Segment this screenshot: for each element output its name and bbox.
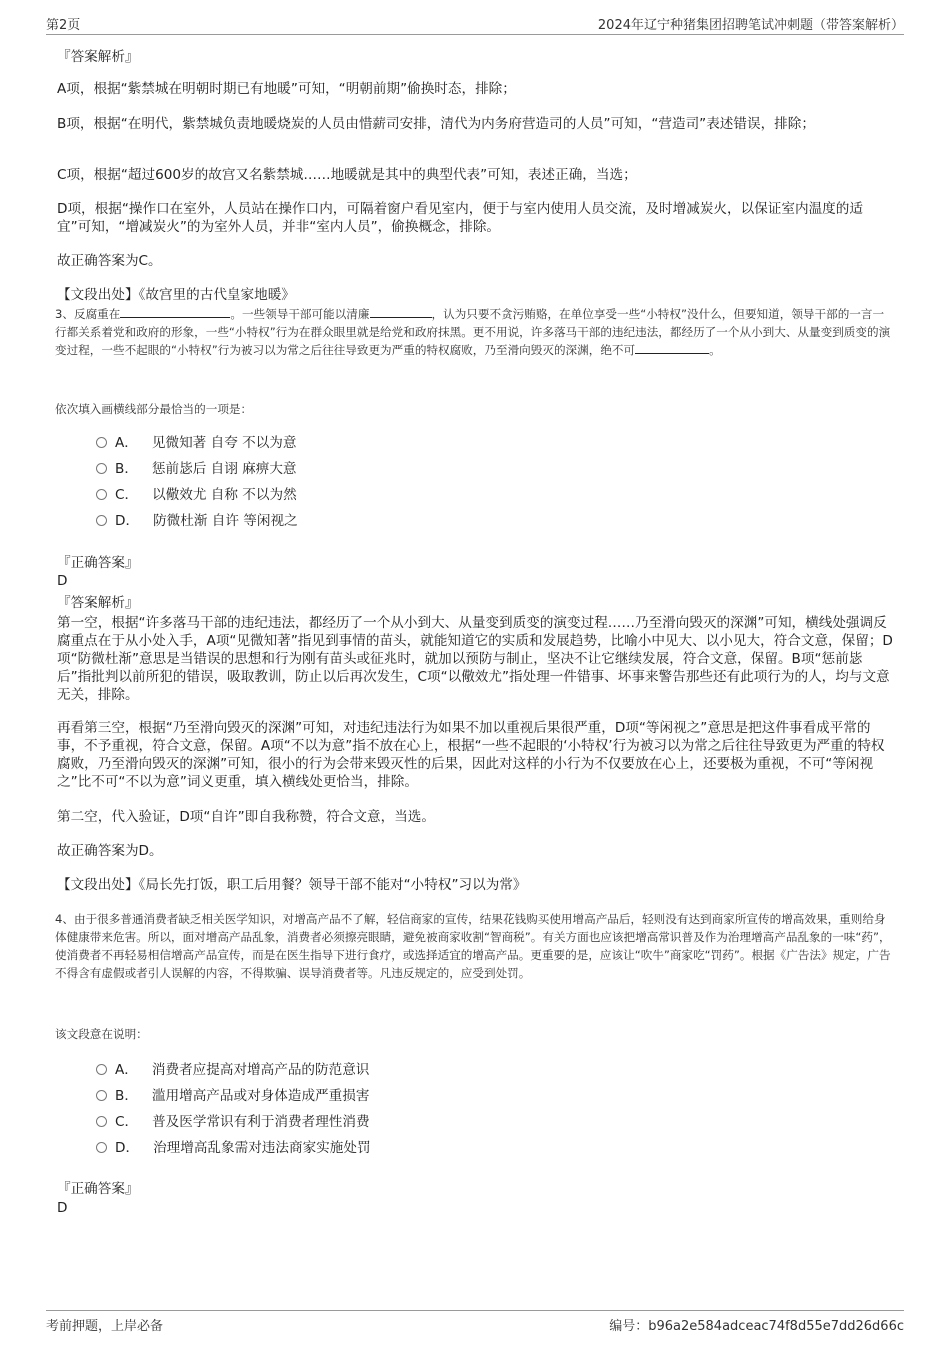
- fill-blank: [370, 306, 432, 318]
- page-header: [46, 12, 904, 35]
- analysis-paragraph: 再看第三空，根据“乃至滑向毁灭的深渊”可知，对违纪违法行为如果不加以重视后果很严重，D项“等闲视之”意思是把这件事看成平常的事，不予重视，符合文意，保留。A项“不以为意”指不放在心上，根据“一些不起眼的‘小特权’行为被习以为常之后往往导致更为严重的特权腐败，乃至滑向毁灭的深渊”可知，很小的行为会带来毁灭性的后果，因此对这样的小行为不仅要放在心上，还要极为重视，不可“等闲视之”比不可“不以为意”词义更重，填入横线处更恰当，排除。: [57, 720, 885, 790]
- radio-icon[interactable]: [96, 437, 107, 448]
- conclusion: 故正确答案为D。: [57, 843, 163, 859]
- analysis-paragraph: A项，根据“紫禁城在明朝时期已有地暖”可知，“明朝前期”偷换时态，排除；: [57, 81, 516, 97]
- option-b[interactable]: B． 滥用增高产品或对身体造成严重损害: [96, 1087, 369, 1105]
- radio-icon[interactable]: [96, 463, 107, 474]
- option-c[interactable]: C． 普及医学常识有利于消费者理性消费: [96, 1113, 370, 1131]
- radio-icon[interactable]: [96, 1116, 107, 1127]
- answer-value: D: [57, 1199, 68, 1216]
- radio-icon[interactable]: [96, 489, 107, 500]
- option-b[interactable]: B． 惩前毖后 自诩 麻痹大意: [96, 460, 297, 478]
- question-prompt: 该文段意在说明：: [55, 1027, 148, 1041]
- option-d[interactable]: D． 防微杜渐 自许 等闲视之: [96, 512, 298, 530]
- answer-heading: 『正确答案』: [57, 1180, 139, 1197]
- option-a[interactable]: A． 消费者应提高对增高产品的防范意识: [96, 1061, 369, 1079]
- question-stem: 3、反腐重在 。一些领导干部可能以清廉 ，认为只要不贪污贿赂，在单位享受一些“小特权”没什么，但要知道，领导干部的一言一行都关系着党和政府的形象，一些“小特权”行为在群众眼里就是给党和政府抹黑。更不用说，许多落马干部的违纪违法，都经历了一个从小到大、从量变到质变的演变过程，一些不起眼的“小特权”行为被习以为常之后往往导致更为严重的特权腐败，乃至滑向毁灭的深渊，绝不可 。: [55, 307, 891, 357]
- radio-icon[interactable]: [96, 1064, 107, 1075]
- fill-blank: [120, 306, 230, 318]
- radio-icon[interactable]: [96, 515, 107, 526]
- source-citation: 【文段出处】《局长先打饭，职工后用餐？领导干部不能对“小特权”习以为常》: [57, 877, 527, 893]
- analysis-paragraph: C项，根据“超过600岁的故宫又名紫禁城……地暖就是其中的典型代表”可知，表述正确，当选；: [57, 167, 637, 183]
- radio-icon[interactable]: [96, 1090, 107, 1101]
- option-a[interactable]: A． 见微知著 自夸 不以为意: [96, 434, 297, 452]
- footer-slogan: 考前押题，上岸必备: [46, 1319, 164, 1334]
- analysis-heading: 『答案解析』: [57, 49, 139, 65]
- option-d[interactable]: D． 治理增高乱象需对违法商家实施处罚: [96, 1139, 371, 1157]
- source-citation: 【文段出处】《故宫里的古代皇家地暖》: [57, 287, 295, 303]
- analysis-paragraph: 第一空，根据“许多落马干部的违纪违法，都经历了一个从小到大、从量变到质变的演变过程……乃至滑向毁灭的深渊”可知，横线处强调反腐重点在于从小处入手，A项“见微知著”指见到事情的苗头，就能知道它的实质和发展趋势，比喻小中见大、以小见大，符合文意，保留；D项“防微杜渐”意思是当错误的思想和行为刚有苗头或征兆时，就加以预防与制止，坚决不让它继续发展，符合文意，保留。B项“惩前毖后”指批判以前所犯的错误，吸取教训，防止以后再次发生，C项“以儆效尤”指处理一件错事、坏事来警告那些还有此项行为的人，均与文意无关，排除。: [57, 615, 893, 703]
- analysis-paragraph: B项，根据“在明代，紫禁城负责地暖烧炭的人员由惜薪司安排，清代为内务府营造司的人员”可知，“营造司”表述错误，排除；: [57, 116, 815, 132]
- page-footer: [46, 1310, 904, 1335]
- document-title: 2024年辽宁种猪集团招聘笔试冲刺题（带答案解析）: [597, 18, 904, 33]
- radio-icon[interactable]: [96, 1142, 107, 1153]
- question-stem: 4、由于很多普通消费者缺乏相关医学知识，对增高产品不了解，轻信商家的宣传，结果花钱购买使用增高产品后，轻则没有达到商家所宣传的增高效果，重则给身体健康带来危害。所以，面对增高产品乱象，消费者必须擦亮眼睛，避免被商家收割“智商税”。有关方面也应该把增高常识普及作为治理增高产品乱象的一味“药”，使消费者不再轻易相信增高产品宣传，而是在医生指导下进行食疗，或选择适宜的增高产品。更重要的是，应该让“吹牛”商家吃“罚药”。根据《广告法》规定，广告不得含有虚假或者引人误解的内容，不得欺骗、误导消费者等。凡违反规定的，应受到处罚。: [55, 912, 891, 980]
- conclusion: 故正确答案为C。: [57, 253, 162, 269]
- analysis-paragraph: D项，根据“操作口在室外，人员站在操作口内，可隔着窗户看见室内，便于与室内使用人员交流，及时增减炭火，以保证室内温度的适宜”可知，“增减炭火”的为室外人员，并非“室内人员”，偷换概念，排除。: [57, 201, 863, 235]
- question-prompt: 依次填入画横线部分最恰当的一项是：: [55, 402, 253, 416]
- analysis-paragraph: 第二空，代入验证，D项“自许”即自我称赞，符合文意，当选。: [57, 809, 435, 825]
- analysis-heading: 『答案解析』: [57, 594, 139, 611]
- option-c[interactable]: C． 以儆效尤 自称 不以为然: [96, 486, 297, 504]
- page-number: 第2页: [46, 18, 81, 33]
- document-id: 编号：b96a2e584adceac74f8d55e7dd26d66c: [609, 1319, 904, 1334]
- answer-value: D: [57, 572, 68, 589]
- fill-blank: [635, 342, 709, 354]
- answer-heading: 『正确答案』: [57, 554, 139, 571]
